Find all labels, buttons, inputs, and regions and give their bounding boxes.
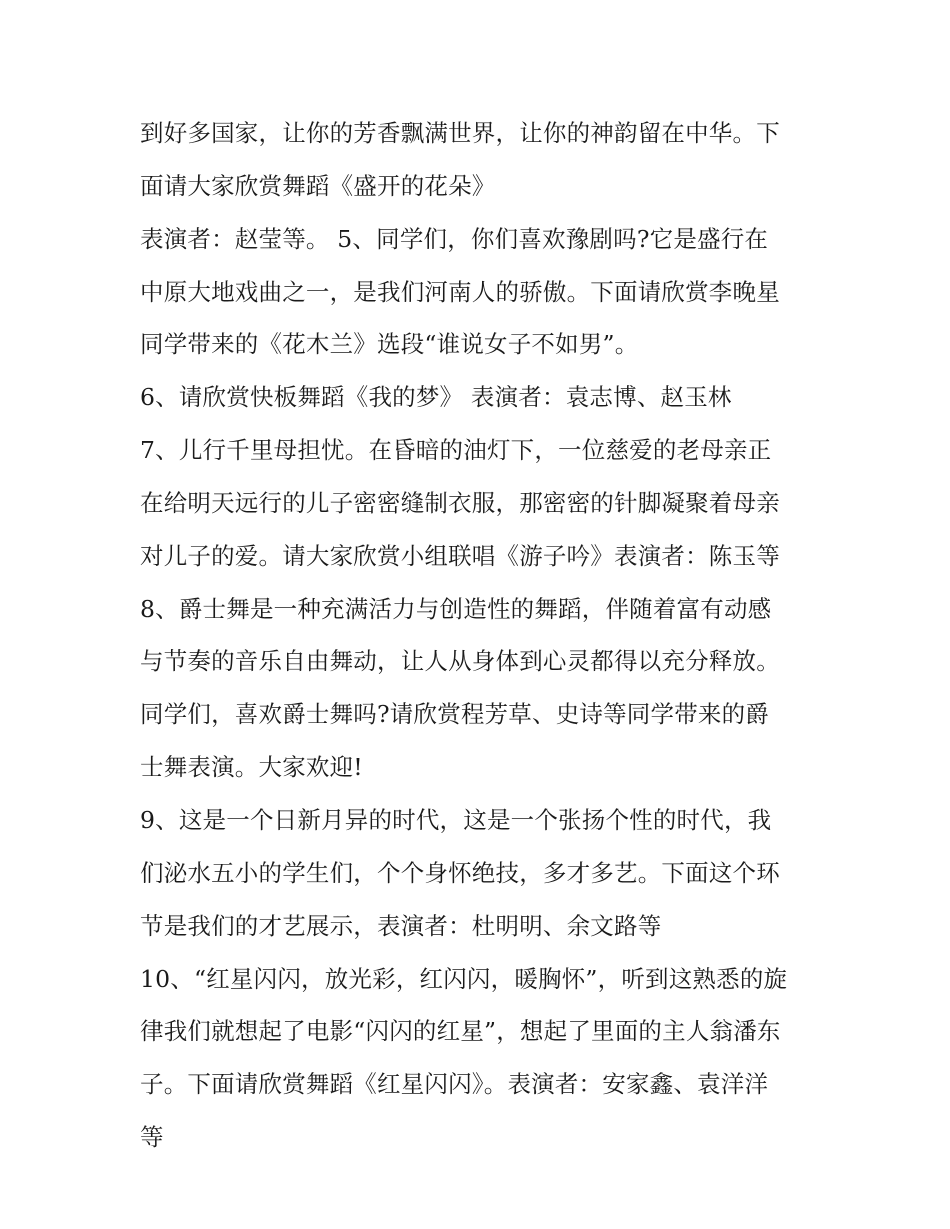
text-line: 士舞表演。大家欢迎! xyxy=(140,753,363,782)
text-line: 等 xyxy=(140,1123,164,1152)
text-line: 10、“红星闪闪，放光彩，红闪闪，暖胸怀”，听到这熟悉的旋 xyxy=(140,964,788,993)
text-line: 6、请欣赏快板舞蹈《我的梦》 表演者：袁志博、赵玉林 xyxy=(140,383,732,412)
text-line: 表演者：赵莹等。 5、同学们，你们喜欢豫剧吗?它是盛行在 xyxy=(140,224,769,253)
text-line: 9、这是一个日新月异的时代，这是一个张扬个性的时代，我 xyxy=(140,805,772,834)
text-line: 8、爵士舞是一种充满活力与创造性的舞蹈，伴随着富有动感 xyxy=(140,594,772,623)
text-line: 对儿子的爱。请大家欣赏小组联唱《游子吟》表演者：陈玉等 xyxy=(140,541,780,570)
text-line: 7、儿行千里母担忧。在昏暗的油灯下，一位慈爱的老母亲正 xyxy=(140,436,772,465)
text-line: 中原大地戏曲之一，是我们河南人的骄傲。下面请欣赏李晚星 xyxy=(140,277,780,306)
text-line: 同学带来的《花木兰》选段“谁说女子不如男”。 xyxy=(140,330,639,359)
text-line: 节是我们的才艺展示，表演者：杜明明、余文路等 xyxy=(140,911,662,940)
text-line: 与节奏的音乐自由舞动，让人从身体到心灵都得以充分释放。 xyxy=(140,647,780,676)
text-line: 在给明天远行的儿子密密缝制衣服，那密密的针脚凝聚着母亲 xyxy=(140,488,780,517)
text-line: 同学们，喜欢爵士舞吗?请欣赏程芳草、史诗等同学带来的爵 xyxy=(140,700,769,729)
text-line: 面请大家欣赏舞蹈《盛开的花朵》 xyxy=(140,171,496,200)
text-line: 律我们就想起了电影“闪闪的红星”，想起了里面的主人翁潘东 xyxy=(140,1017,781,1046)
text-line: 子。下面请欣赏舞蹈《红星闪闪》。表演者：安家鑫、袁洋洋 xyxy=(140,1070,769,1099)
text-line: 们泌水五小的学生们，个个身怀绝技，多才多艺。下面这个环 xyxy=(140,858,780,887)
document-body xyxy=(140,107,820,1164)
text-line: 到好多国家，让你的芳香飘满世界，让你的神韵留在中华。下 xyxy=(140,119,780,147)
